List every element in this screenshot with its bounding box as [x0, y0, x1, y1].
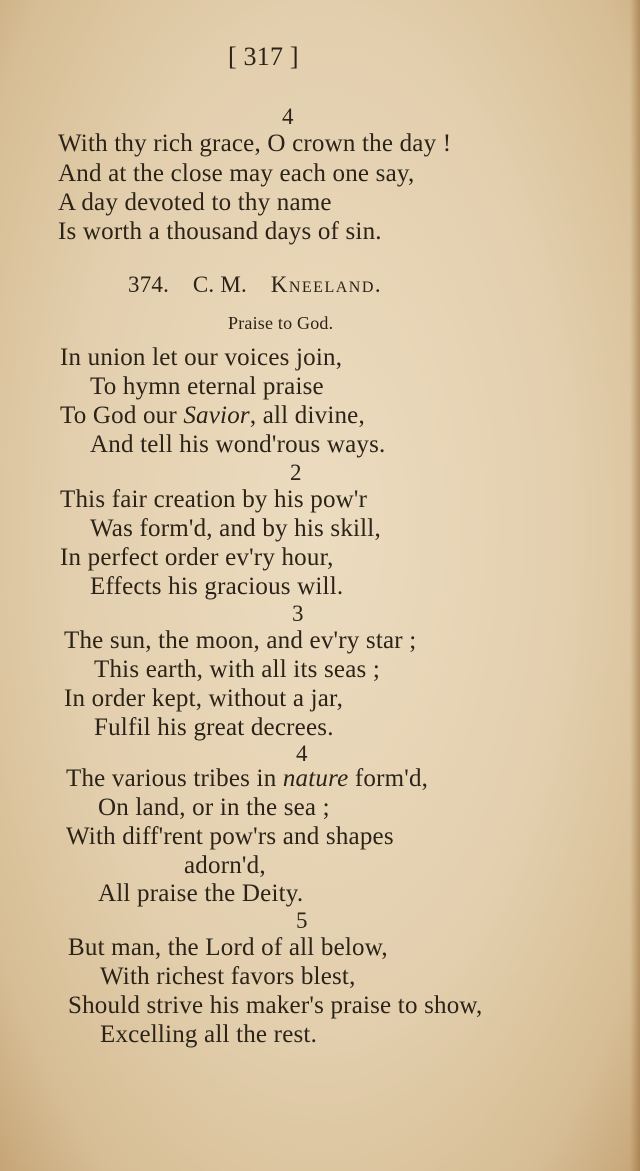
verse-line: Was form'd, and by his skill, [90, 515, 381, 542]
verse-line: To God our Savior, all divine, [60, 402, 365, 429]
verse-line: This earth, with all its seas ; [94, 656, 381, 683]
verse-line: All praise the Deity. [98, 880, 304, 907]
stanza-number: 3 [292, 601, 304, 626]
stanza-number: 2 [290, 460, 302, 485]
stanza-number: 4 [282, 104, 294, 129]
hymn-heading [128, 272, 382, 298]
verse-line: And tell his wond'rous ways. [90, 431, 386, 458]
verse-line: With thy rich grace, O crown the day ! [58, 130, 452, 157]
verse-line: And at the close may each one say, [58, 160, 415, 187]
stanza-number: 4 [296, 741, 308, 766]
verse-line: With richest favors blest, [100, 963, 356, 990]
page-edge-shadow [630, 0, 640, 1171]
verse-line: But man, the Lord of all below, [68, 934, 388, 961]
italic-word: Savior [183, 402, 250, 429]
verse-line: A day devoted to thy name [58, 189, 332, 216]
verse-line: In perfect order ev'ry hour, [60, 544, 334, 571]
italic-word: nature [282, 765, 349, 792]
verse-line: Effects his gracious will. [90, 573, 344, 600]
verse-line: Should strive his maker's praise to show, [68, 992, 483, 1019]
verse-line: This fair creation by his pow'r [60, 486, 368, 513]
verse-line: Fulfil his great decrees. [94, 714, 334, 741]
verse-line: The various tribes in nature form'd, [66, 765, 429, 792]
hymn-title: Praise to God. [228, 313, 334, 333]
verse-line: With diff'rent pow'rs and shapes [66, 823, 394, 850]
page-number: [ 317 ] [228, 42, 299, 71]
verse-line: On land, or in the sea ; [98, 794, 330, 821]
verse-line: Is worth a thousand days of sin. [58, 218, 382, 245]
hymn-meter: C. M. [192, 272, 247, 297]
verse-line: adorn'd, [184, 852, 266, 879]
verse-line: Excelling all the rest. [100, 1021, 318, 1048]
hymn-tune: Kneeland. [270, 272, 383, 297]
stanza-number: 5 [296, 908, 308, 933]
verse-line: In order kept, without a jar, [64, 685, 344, 712]
verse-line: The sun, the moon, and ev'ry star ; [64, 627, 417, 654]
verse-line: In union let our voices join, [60, 344, 343, 371]
hymn-number: 374. [128, 272, 170, 297]
verse-line: To hymn eternal praise [90, 373, 324, 400]
